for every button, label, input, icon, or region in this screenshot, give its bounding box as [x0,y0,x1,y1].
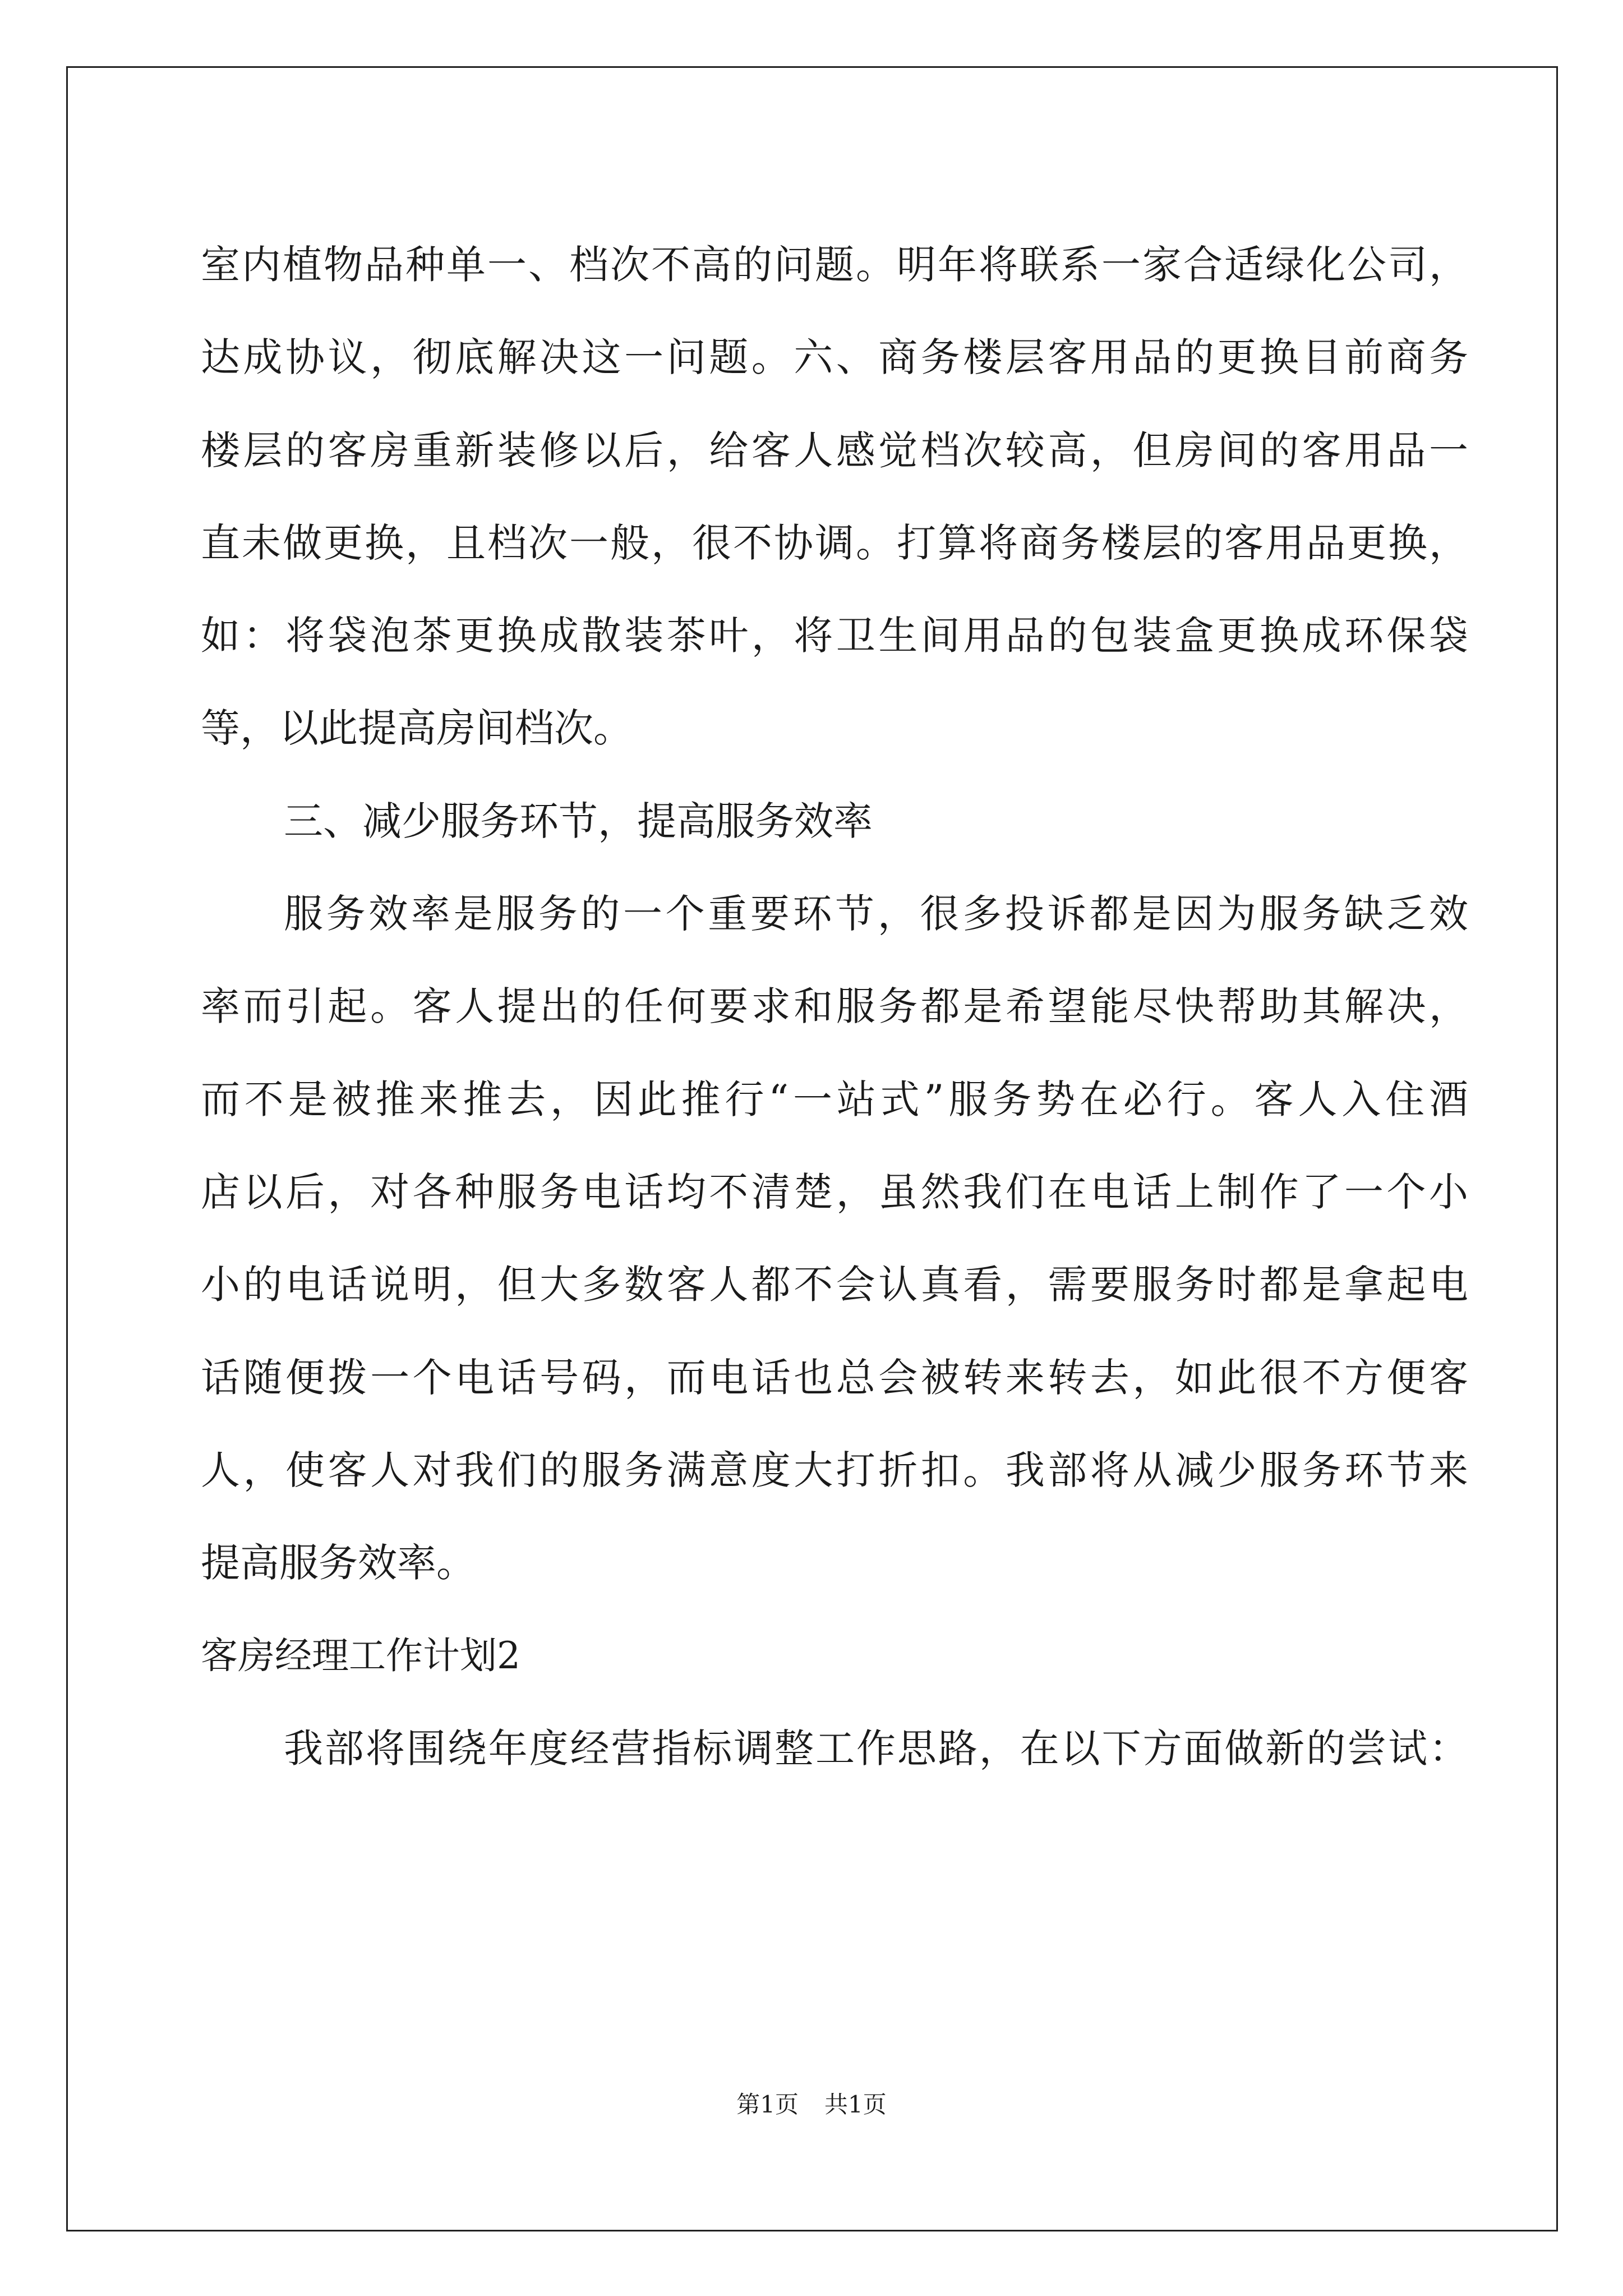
document-title: 客房经理工作计划2 [201,1634,520,1678]
body-line: 而不是被推来推去，因此推行“一站式”服务势在必行。客人入住酒 [201,1076,1468,1122]
body-line: 率而引起。客人提出的任何要求和服务都是希望能尽快帮助其解决， [201,983,1468,1030]
body-line: 如：将袋泡茶更换成散装茶叶，将卫生间用品的包装盒更换成环保袋 [201,613,1468,659]
body-line: 人，使客人对我们的服务满意度大打折扣。我部将从减少服务环节来 [201,1447,1468,1493]
section-heading: 三、减少服务环节，提高服务效率 [284,798,873,844]
body-line: 等，以此提高房间档次。 [201,705,633,752]
body-line: 楼层的客房重新装修以后，给客人感觉档次较高，但房间的客用品一 [201,427,1468,473]
body-line: 我部将围绕年度经营指标调整工作思路，在以下方面做新的尝试： [284,1725,1468,1772]
body-line: 室内植物品种单一、档次不高的问题。明年将联系一家合适绿化公司， [201,242,1468,288]
page-total: 共1页 [824,2091,887,2118]
body-line: 小的电话说明，但大多数客人都不会认真看，需要服务时都是拿起电 [201,1262,1468,1308]
body-line: 达成协议，彻底解决这一问题。六、商务楼层客用品的更换目前商务 [201,334,1468,381]
body-line: 提高服务效率。 [201,1540,476,1586]
document-body [201,219,1468,1795]
body-line: 话随便拨一个电话号码，而电话也总会被转来转去，如此很不方便客 [201,1354,1468,1401]
page-footer [0,2088,1623,2122]
body-line: 服务效率是服务的一个重要环节，很多投诉都是因为服务缺乏效 [284,891,1468,937]
body-line: 店以后，对各种服务电话均不清楚，虽然我们在电话上制作了一个小 [201,1168,1468,1215]
body-line: 直未做更换，且档次一般，很不协调。打算将商务楼层的客用品更换， [201,519,1468,566]
page-number: 第1页 [736,2091,799,2118]
